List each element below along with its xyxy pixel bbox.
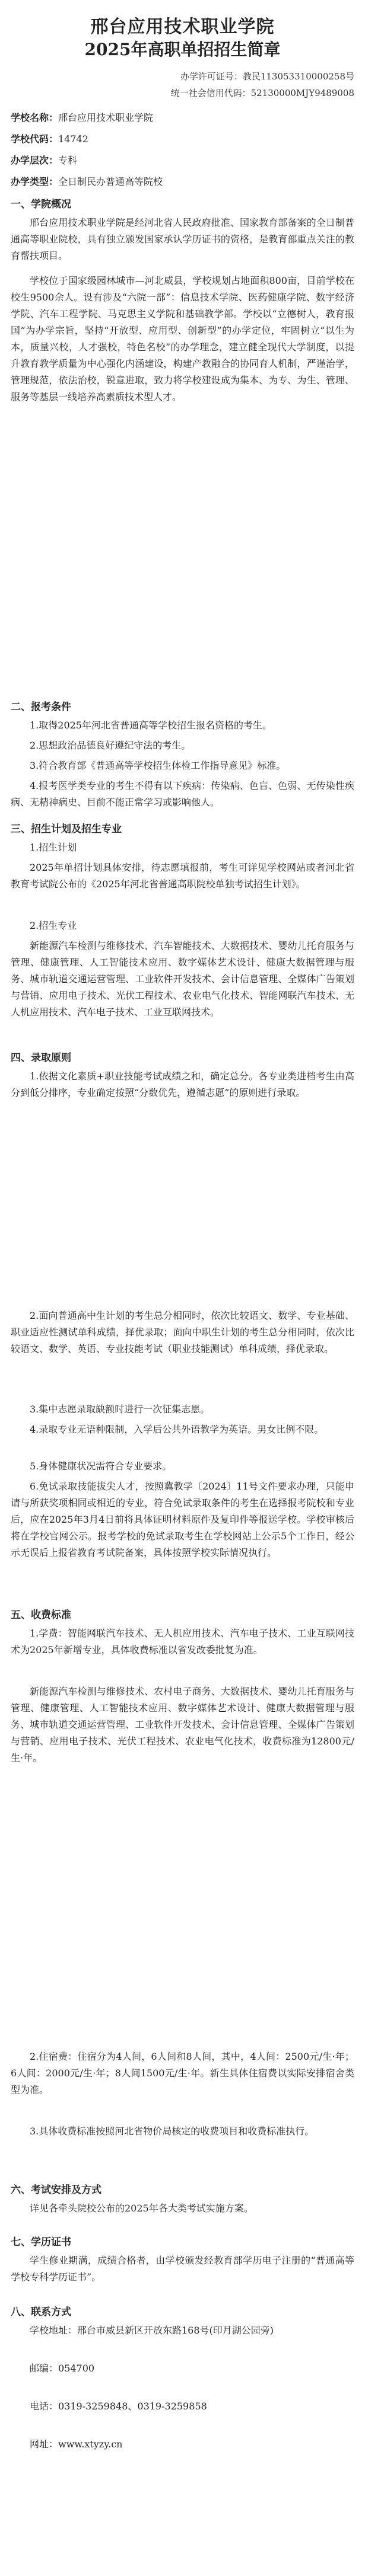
section-heading-requirements: 二、报考条件: [11, 701, 71, 713]
admission-rule-1: 1.依据文化素质+职业技能考试成绩之和，确定总分。各专业类进档考生由高分到低分排序，专业确定按照“分数优先，遵循志愿”的原则进行录取。: [11, 1070, 354, 1098]
school-level-row: [11, 153, 77, 167]
school-level-value: 专科: [58, 155, 78, 166]
admission-rule-4: 4.录取专业无语种限制，入学后公共外语教学为英语。男女比例不限。: [30, 1424, 324, 1435]
section-heading-fees: 五、收费标准: [11, 1609, 71, 1621]
admission-rule-2: 2.面向普通高中生计划的考生总分相同时，依次比较语文、数学、专业基础、职业适应性测试单科成绩，择优录取；面向中职生计划的考生总分相同时，依次比较语文、数学、英语、专业技能考试（职业技能测试）单科成绩，择优录取。: [11, 1310, 354, 1354]
overview-paragraph-1: 邢台应用技术职业学院是经河北省人民政府批准、国家教育部备案的全日制普通高等职业院校，具有独立颁发国家承认学历证书的资格，是教育部重点关注的教育帮扶项目。: [11, 217, 354, 261]
school-code-label: 学校代码：: [11, 133, 59, 145]
fees-paragraph-2: 新能源汽车检测与维修技术、农村电子商务、大数据技术、婴幼儿托育服务与管理、健康管理、人工智能技术应用、数字媒体艺术设计、健康大数据管理与服务、城市轨道交通运营管理、工业软件开发技术、会计信息管理、全媒体广告策划与营销、应用电子技术、光伏工程技术、农业电气化技术，收费标准为12800元/生·年。: [11, 1686, 354, 1763]
section-heading-overview: 一、学院概况: [11, 199, 71, 210]
school-level-label: 办学层次：: [11, 155, 59, 166]
requirement-3: 3.符合教育部《普通高等学校招生体检工作指导意见》标准。: [30, 760, 286, 771]
section-heading-plan: 三、招生计划及招生专业: [11, 823, 122, 835]
school-type-row: [11, 174, 163, 188]
admission-rule-3: 3.集中志愿录取缺额时进行一次征集志愿。: [30, 1404, 210, 1415]
license-number: 办学许可证号：教民113053310000258号: [180, 71, 354, 82]
school-name-row: [11, 110, 153, 124]
section-heading-admission: 四、录取原则: [11, 1052, 71, 1064]
contact-postcode: 邮编：054700: [30, 2363, 95, 2374]
fees-paragraph-3: 2.住宿费：住宿分为4人间，6人间和8人间，其中，4人间：2500元/生·年；6人间：2000元/生·年；8人间1500元/生·年。新生具体住宿费以实际安排宿舍类型为准。: [11, 2051, 354, 2095]
majors-paragraph: 新能源汽车检测与维修技术、汽车智能技术、大数据技术、婴幼儿托育服务与管理、健康管理、人工智能技术应用、数字媒体艺术设计、健康大数据管理与服务、城市轨道交通运营管理、工业软件开发技术、会计信息管理、全媒体广告策划与营销、应用电子技术、光伏工程技术、农业电气化技术、智能网联汽车技术、无人机应用技术、汽车电子技术、工业互联网技术。: [11, 940, 354, 1018]
fees-paragraph-1: 1.学费：智能网联汽车技术、无人机应用技术、汽车电子技术、工业互联网技术为2025年新增专业，具体收费标准以省发改委批复为准。: [11, 1628, 354, 1655]
plan-paragraph: 2025年单招计划具体安排，待志愿填报前，考生可详见学校网站或者河北省教育考试院公布的《2025年河北省普通高职院校单独考试招生计划》。: [11, 862, 354, 890]
requirement-1: 1.取得2025年河北省普通高等学校招生报名资格的考生。: [30, 720, 272, 731]
requirement-2: 2.思想政治品德良好遵纪守法的考生。: [30, 740, 191, 751]
brochure-title: 2025年高职单招招生简章: [84, 40, 281, 59]
exam-paragraph: 详见各牵头院校公布的2025年各大类考试实施方案。: [30, 2203, 253, 2214]
majors-subheading: 2.招生专业: [30, 920, 77, 931]
contact-website[interactable]: 网址：www.xtyzy.cn: [30, 2438, 123, 2450]
credit-code: 统一社会信用代码：52130000MJY9489008: [170, 88, 354, 98]
fees-paragraph-4: 3.具体收费标准按照河北省物价局核定的收费项目和收费标准执行。: [30, 2126, 315, 2137]
contact-address: 学校地址：邢台市威县新区开放东路168号(印月湖公园旁): [30, 2325, 274, 2336]
school-code-value: 14742: [58, 133, 88, 145]
school-type-value: 全日制民办普通高等院校: [58, 176, 163, 187]
requirement-4: 4.报考医学类专业的考生不得有以下疾病：传染病、色盲、色弱、无传染性疾病、无精神病史、目前不能正常学习或影响他人。: [11, 780, 354, 808]
certificate-paragraph: 学生修业期满，成绩合格者，由学校颁发经教育部学历电子注册的“普通高等学校专科学历证书”。: [11, 2255, 354, 2283]
school-title: 邢台应用技术职业学院: [90, 17, 275, 37]
contact-phone: 电话：0319-3259848、0319-3259858: [30, 2401, 207, 2412]
school-name-label: 学校名称：: [11, 112, 59, 123]
section-heading-exam: 六、考试安排及方式: [11, 2184, 101, 2196]
section-heading-certificate: 七、学历证书: [11, 2236, 71, 2248]
school-code-row: [11, 132, 88, 145]
plan-subheading: 1.招生计划: [30, 842, 77, 853]
admission-rule-5: 5.身体健康状况需符合专业要求。: [30, 1460, 172, 1472]
school-name-value: 邢台应用技术职业学院: [58, 112, 154, 123]
admission-rule-6: 6.免试录取技能拔尖人才，按照冀教学〔2024〕11号文件要求办理，只能申请与所获奖项相同或相近的专业，符合免试录取条件的考生在选择报考院校和专业后，应在2025年3月4日前将具体证明材料原件及复印件等报送学校。学校审核后将在学校官网公示。报考学校的免试录取考生在学校网站上公示5个工作日，经公示无误后上报省教育考试院备案，具体按照学校实际情况执行。: [11, 1481, 354, 1558]
section-heading-contact: 八、联系方式: [11, 2306, 71, 2318]
overview-paragraph-2: 学校位于国家级园林城市—河北威县，学校规划占地面积800亩，目前学校在校生9500余人。设有涉及“六院一部”：信息技术学院、医药健康学院、数字经济学院、汽车工程学院、马克思主义学院和基础教学部。学校以“立德树人，教育报国”为办学宗旨，坚持“开放型、应用型、创新型”的办学定位，牢固树立“以生为本，质量兴校，人才强校，特色名校”的办学理念，建立健全现代大学制度，以提升教育教学质量为中心强化内涵建设，构建产教融合的协同育人机制，严谨治学，管理规范，依法治校，锐意进取，致力将学校建设成为集本、为专、为生、管理、服务等基层一线培养高素质技术型人才。: [11, 275, 354, 402]
school-type-label: 办学类型：: [11, 176, 59, 187]
